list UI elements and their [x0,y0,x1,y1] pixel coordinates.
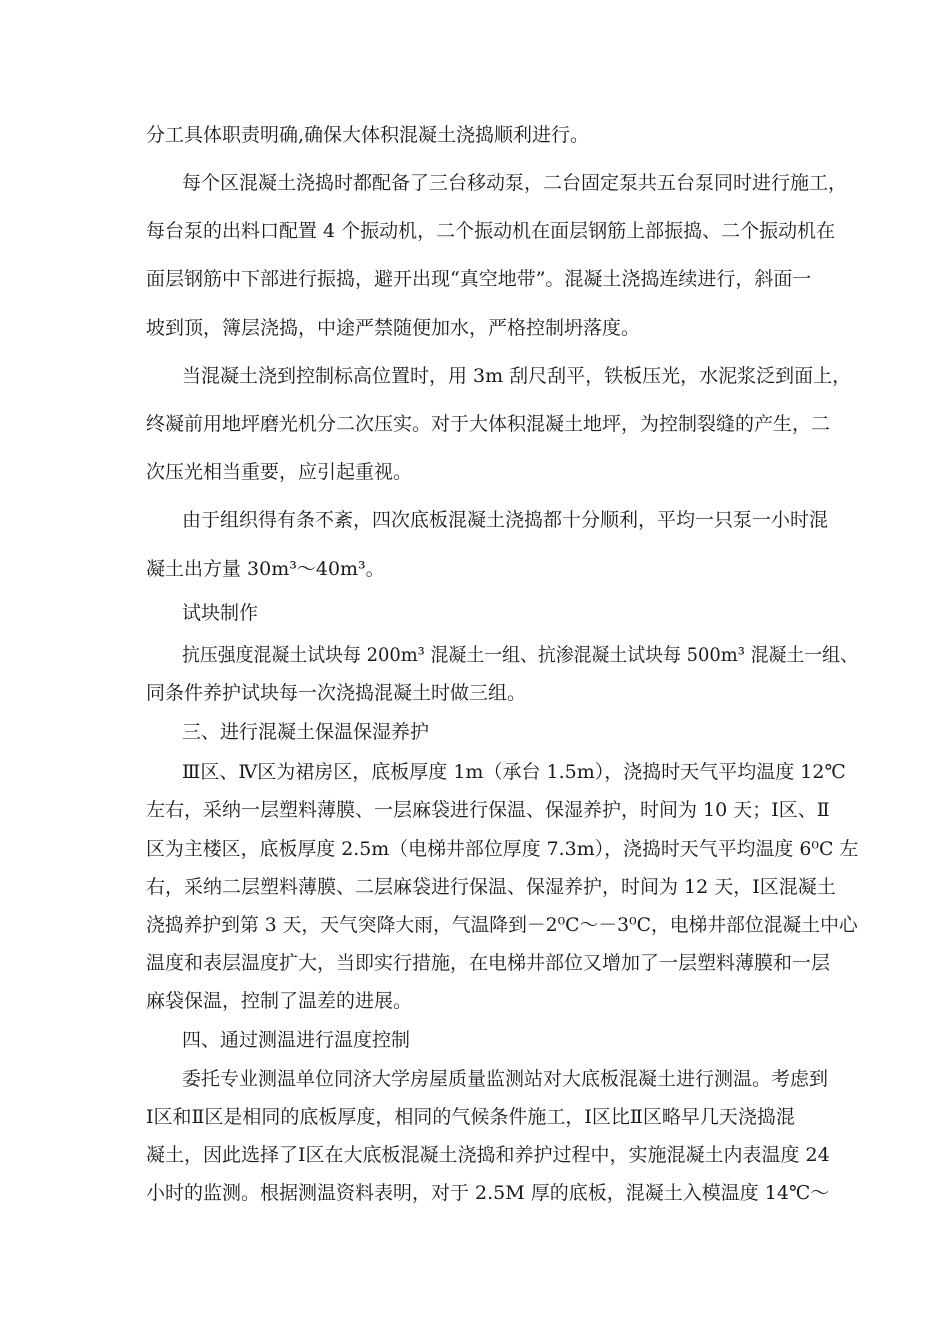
paragraph-line: 区为主楼区，底板厚度 2.5m（电梯井部位厚度 7.3m），浇捣时天气平均温度 6⁰C 左 [146,838,859,860]
paragraph-line: 凝土出方量 30m³～40m³。 [146,558,385,580]
paragraph-line: 右，采纳二层塑料薄膜、二层麻袋进行保温、保湿养护，时间为 12 天，Ⅰ区混凝土 [146,876,836,898]
paragraph-line: 每个区混凝土浇捣时都配备了三台移动泵，二台固定泵共五台泵同时进行施工， [182,172,848,194]
paragraph-line: 次压光相当重要，应引起重视。 [146,461,413,483]
paragraph-line: 温度和表层温度扩大，当即实行措施，在电梯井部位又增加了一层塑料薄膜和一层 [146,952,831,974]
paragraph-line: 同条件养护试块每一次浇捣混凝土时做三组。 [146,682,527,704]
paragraph-line: 抗压强度混凝土试块每 200m³ 混凝土一组、抗渗混凝土试块每 500m³ 混凝土一组、 [182,644,858,666]
paragraph-line: 坡到顶，簿层浇捣，中途严禁随便加水，严格控制坍落度。 [146,317,641,339]
paragraph-line: Ⅰ区和Ⅱ区是相同的底板厚度，相同的气候条件施工，Ⅰ区比Ⅱ区略早几天浇捣混 [146,1106,795,1128]
paragraph-line: 小时的监测。根据测温资料表明，对于 2.5M 厚的底板，混凝土入模温度 14℃～ [146,1182,830,1204]
section-heading: 试块制作 [182,602,259,624]
paragraph-line: 每台泵的出料口配置 4 个振动机，二个振动机在面层钢筋上部振捣、二个振动机在 [146,220,836,242]
paragraph-line: 当混凝土浇到控制标高位置时，用 3m 刮尺刮平，铁板压光，水泥浆泛到面上， [182,365,852,387]
paragraph-line: 委托专业测温单位同济大学房屋质量监测站对大底板混凝土进行测温。考虑到 [182,1068,829,1090]
paragraph-line: 分工具体职责明确,确保大体积混凝土浇捣顺利进行。 [146,124,590,146]
section-heading: 三、进行混凝土保温保湿养护 [182,721,430,743]
paragraph-line: 由于组织得有条不紊，四次底板混凝土浇捣都十分顺利，平均一只泵一小时混 [182,509,829,531]
paragraph-line: 面层钢筋中下部进行振捣，避开出现“真空地带”。混凝土浇捣连续进行，斜面一 [146,268,812,290]
section-heading: 四、通过测温进行温度控制 [182,1029,411,1051]
paragraph-line: 麻袋保温，控制了温差的进展。 [146,990,413,1012]
paragraph-line: 浇捣养护到第 3 天，天气突降大雨，气温降到－2⁰C～－3⁰C，电梯井部位混凝土中心 [146,914,858,936]
paragraph-line: 左右，采纳一层塑料薄膜、一层麻袋进行保温、保湿养护，时间为 10 天；Ⅰ区、Ⅱ [146,799,830,821]
paragraph-line: 终凝前用地坪磨光机分二次压实。对于大体积混凝土地坪，为控制裂缝的产生，二 [146,413,831,435]
paragraph-line: 凝土，因此选择了Ⅰ区在大底板混凝土浇捣和养护过程中，实施混凝土内表温度 24 [146,1144,830,1166]
paragraph-line: Ⅲ区、Ⅳ区为裙房区，底板厚度 1m（承台 1.5m），浇捣时天气平均温度 12℃ [182,761,846,783]
